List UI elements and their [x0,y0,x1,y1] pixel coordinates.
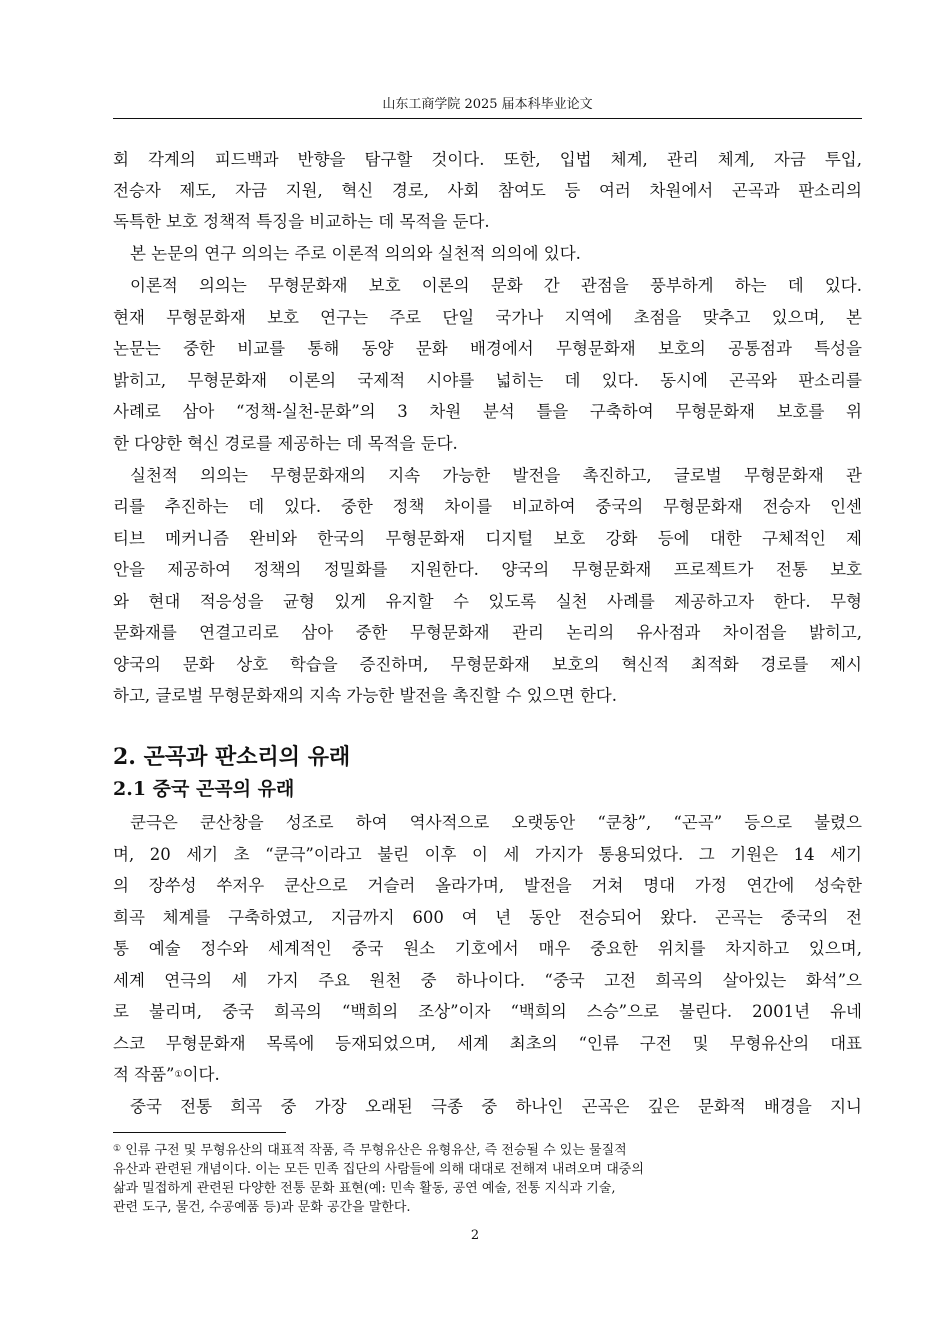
page-number: 2 [470,1228,480,1243]
section-heading: 2. 곤곡과 판소리의 유래 [113,744,351,770]
text-line: 양국의 문화 상호 학습을 증진하며, 무형문화재 보호의 혁신적 최적화 경로를 제시 [113,655,862,674]
text-line: 현재 무형문화재 보호 연구는 주로 단일 국가나 지역에 초점을 맞추고 있으며, 본 [113,308,862,327]
text-line: 실천적 의의는 무형문화재의 지속 가능한 발전을 촉진하고, 글로벌 무형문화재 관 [130,466,862,485]
text-line: 이론적 의의는 무형문화재 보호 이론의 문화 간 관점을 풍부하게 하는 데 있다. [130,276,862,295]
footnote-reference[interactable]: ① [174,1070,183,1080]
text-line: 로 불리며, 중국 희곡의 “백희의 조상”이자 “백희의 스승”으로 불린다. 2001년 유네 [113,1002,862,1021]
text-line: 밝히고, 무형문화재 이론의 국제적 시야를 넓히는 데 있다. 동시에 곤곡와 판소리를 [113,371,862,390]
text-line [113,1059,862,1091]
footnote-line: 관련 도구, 물건, 수공예품 등)과 문화 공간을 말한다. [113,1200,411,1215]
text-line: 의 장쑤성 쑤저우 쿤산으로 거슬러 올라가며, 발전을 거쳐 명대 가정 연간에 성숙한 [113,876,862,895]
text-line: 문화재를 연결고리로 삼아 중한 무형문화재 관리 논리의 유사점과 차이점을 밝히고, [113,623,862,642]
text-line: 논문는 중한 비교를 통해 동양 문화 배경에서 무형문화재 보호의 공통점과 특성을 [113,339,862,358]
text-line: 와 현대 적응성을 균형 있게 유지할 수 있도록 실천 사례를 제공하고자 한다. 무형 [113,592,862,611]
text-line: 본 논문의 연구 의의는 주로 이론적 의의와 실천적 의의에 있다. [130,244,581,263]
text-line: 전승자 제도, 자금 지원, 혁신 경로, 사회 참여도 등 여러 차원에서 곤곡과 판소리의 [113,181,862,200]
text-line: 세계 연극의 세 가지 주요 원천 중 하나이다. “중국 고전 희곡의 살아있는 화석”으 [113,971,862,990]
text-line: 사례로 삼아 “정책-실천-문화”의 3 차원 분석 틀을 구축하여 무형문화재 보호를 위 [113,402,862,421]
text-line: 독특한 보호 정책적 특징을 비교하는 데 목적을 둔다. [113,212,490,231]
text-line: 안을 제공하여 정책의 정밀화를 지원한다. 양국의 무형문화재 프로젝트가 전통 보호 [113,560,862,579]
text-line: 쿤극은 쿤산창을 성조로 하여 역사적으로 오랫동안 “쿤창”, “곤곡” 등으로 불렸으 [130,813,862,832]
text-line: 한 다양한 혁신 경로를 제공하는 데 목적을 둔다. [113,434,458,453]
text-line: 통 예술 정수와 세계적인 중국 원소 기호에서 매우 중요한 위치를 차지하고 있으며, [113,939,862,958]
running-header: 山东工商学院 2025 届本科毕业论文 [113,92,862,119]
footnote-marker: ① [113,1144,122,1154]
text-line: 회 각계의 피드백과 반향을 탐구할 것이다. 또한, 입법 체계, 관리 체계, 자금 투입, [113,150,862,169]
text-segment: 이다. [182,1065,220,1084]
footnote [113,1140,862,1217]
footnote-line: 유산과 관련된 개념이다. 이는 모든 민족 집단의 사람들에 의해 대대로 전해져 내려오며 대중의 [113,1162,644,1177]
footnote-separator [113,1132,286,1133]
footnote-line: 삶과 밀접하게 관련된 다양한 전통 문화 표현(예: 민속 활동, 공연 예술, 전통 지식과 기술, [113,1181,616,1196]
text-line: 하고, 글로벌 무형문화재의 지속 가능한 발전을 촉진할 수 있으면 한다. [113,686,617,705]
text-segment: 적 작품” [113,1065,175,1084]
text-line: 중국 전통 희곡 중 가장 오래된 극종 중 하나인 곤곡은 깊은 문화적 배경을 지니 [130,1097,862,1116]
text-line: 며, 20 세기 초 “쿤극”이라고 불린 이후 이 세 가지가 통용되었다. 그 기원은 14 세기 [113,845,862,864]
text-line: 리를 추진하는 데 있다. 중한 정책 차이를 비교하여 중국의 무형문화재 전승자 인센 [113,497,862,516]
subsection-heading: 2.1 중국 곤곡의 유래 [113,778,295,800]
text-line: 희곡 체계를 구축하였고, 지금까지 600 여 년 동안 전승되어 왔다. 곤곡는 중국의 전 [113,908,862,927]
text-line: 스코 무형문화재 목록에 등재되었으며, 세계 최초의 “인류 구전 및 무형유산의 대표 [113,1034,862,1053]
footnote-line: ① 인류 구전 및 무형유산의 대표적 작품, 즉 무형유산은 유형유산, 즉 전승될 수 있는 물질적 [113,1143,627,1158]
text-line: 티브 메커니즘 완비와 한국의 무형문화재 디지털 보호 강화 등에 대한 구체적인 제 [113,529,862,548]
